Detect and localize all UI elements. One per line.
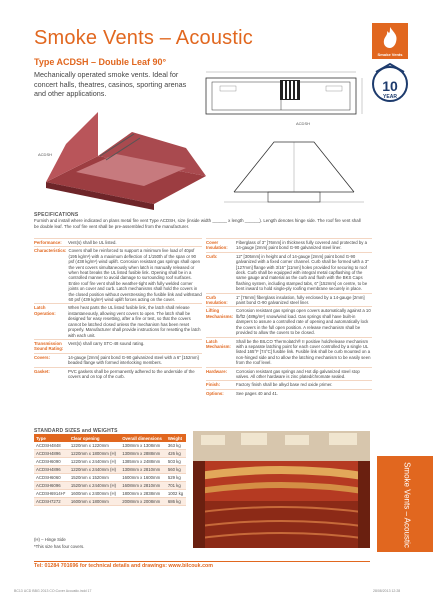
spec-value: Corrosion resistant gas springs and Hot dip galvanized steel stop valves. All other hardware is zinc plated/chromate sealed. [236,368,360,379]
spec-label: Lifting Mechanisms: [206,308,234,319]
intro-text: Mechanically operated smoke vents. Ideal for concert halls, theatres, casinos, sporting arenas and other applications. [34,70,187,99]
spec-row [206,337,372,367]
table-cell: 1800mm x 2838mm [120,490,166,498]
spec-value: Vent(s) shall carry STC-48 sound rating. [68,340,145,346]
table-cell: 560 kg [166,466,186,474]
spec-row [34,339,202,353]
spec-label: Curb Insulation: [206,294,228,306]
spec-value: Corrosion resistant gas springs open covers automatically against a 10 lb/ft2 (489g/m²) snow/wind load. Gas springs shall have built-in dampers to assure a controlled rate of opening and automatically lock the covers in the full open position. A release mechanism shall be provided to allow the covers to be closed. [236,308,371,336]
sizes-heading: STANDARD SIZES and WEIGHTS [34,428,118,434]
spec-row [206,367,372,381]
footer-contact: Tel: 01284 701696 for technical details and drawings: www.bilcouk.com [34,563,213,569]
spec-value: Covers shall be reinforced to support a minimum live load of 40psf (195 kg/m²) with a maximum deflection of 1/150th of the span or 90 psf (438 kg/m²) wind uplift. Corrosion resistant gas springs shall open the vent covers simultaneously when latch is manually released or when heat breaks the UL listed fusible link. Opening shall be in a controlled manner to avoid damage to surrounding roof surfaces. Entire roof fire vent shall be weather-tight with fully welded corner joints on cover and curb. Latch mechanisms shall hold the covers in the closed position without overstressing the fusible link and withstand 60 psf (439 kg/m²) wind uplift forces acting on the cover. [68,248,202,303]
spec-row [206,252,372,293]
spec-label: Latch Mechanism: [206,338,231,349]
specifications-note: Furnish and install where indicated on plans metal fire vent Type ACDSH, size (inside width ______ x length ______). Length denotes hinge side. The roof fire vent shall be double leaf. The roof fire vent shall be pre-assembled from the manufacturer. [34,218,361,229]
spec-column-right [206,238,372,397]
table-row [34,490,186,498]
table-cell: 1308mm x 2810mm [120,466,166,474]
spec-row [206,306,372,336]
spec-column-left [34,238,202,380]
spec-label: Hardware: [206,368,228,374]
section-drawing [214,128,374,208]
table-cell: 2008mm x 2008mm [120,498,166,506]
table-row [34,450,186,458]
spec-label: Options: [206,390,224,396]
table-cell: 1220mm x 2440mm (H) [69,466,120,474]
spec-row [34,238,202,246]
spec-label: Curb: [206,253,218,259]
spec-row [34,353,202,367]
spec-value: When heat parts the UL listed fusible link, the latch shall release instantaneously, allowing vent covers to open. The latch shall be designed for easy resetting, after a fire or test, so that the covers cannot be latched closed unless the mechanism has been reset properly. Manufacturer shall provide instructions for resetting the latch with each unit. [68,305,201,338]
table-cell: 1220mm x 2440mm (H) [69,458,120,466]
spec-row [206,238,372,252]
table-cell: 363 kg [166,442,186,450]
spec-label: Characteristics: [34,248,67,254]
table-cell: 1002 kg [166,490,186,498]
section-side-label: Smoke Vents – Acoustic [402,462,412,548]
spec-value: See pages 40 and 41. [236,390,279,396]
spec-row [206,389,372,397]
table-row [34,458,186,466]
table-row [34,498,186,506]
table-cell: 1385mm x 2488mm [120,458,166,466]
print-date: 28/08/2013 12:28 [373,589,401,593]
spec-row [34,367,202,381]
size-notes [34,537,84,550]
plan-label: ACDSH [296,121,311,126]
spec-row [206,293,372,307]
spec-label: Latch Operation: [34,305,56,316]
table-cell: ACDSH6096 [34,482,69,490]
spec-value: Shall be the BILCO Thermolatch® II positive hold/release mechanism with a separate latching point for each cover controlled by a single UL listed 165°F [74°C] fusible link. Fusible link shall be curb mounted on a non-hinged side and to allow the latching mechanism to be easily seen from the roof level. [236,338,371,366]
table-cell: 1600mm x 1600mm [120,474,166,482]
spec-value: Fiberglass of 3" [76mm] in thickness fully covered and protected by a 14-gauge [2mm] paint bond G-90 galvanized steel liner. [236,240,367,251]
sizes-table [34,434,186,506]
note-four-covers: *This size has four covers. [34,543,85,549]
table-cell: 426 kg [166,450,186,458]
print-info: BC13 UCD BBG 2013 CO:Cover Acoustic.indd 17 [14,589,92,593]
table-cell: ACDSH6090 [34,458,69,466]
spec-value: PVC gaskets shall be permanently adhered to the underside of the covers and on top of the curb. [68,368,195,379]
table-cell: 1520mm x 1520mm [69,474,120,482]
table-cell: 1220mm x 1220mm [69,442,120,450]
table-cell: 1308mm x 1308mm [120,442,166,450]
column-header: Type [34,434,69,442]
table-cell: 503 kg [166,458,186,466]
table-cell: 1520mm x 2440mm (H) [69,482,120,490]
specifications-heading: SPECIFICATIONS [34,212,79,218]
product-illustration [36,104,216,210]
spec-value: Vent(s) shall be UL listed. [68,240,117,245]
spec-label: Finish: [206,382,221,388]
table-cell: 1220mm x 1800mm (H) [69,450,120,458]
theatre-photo [193,431,370,548]
table-cell: ACDSH4896 [34,450,69,458]
column-header: Clear opening [69,434,120,442]
spec-value: 1" [76mm] fiberglass insulation, fully enclosed by a 14-gauge [2mm] paint bond G-90 galvanized steel liner. [236,294,365,306]
logo-text: Smoke Vents [377,52,403,57]
spec-label: Performance: [34,240,62,245]
table-cell: ACDSH6060 [34,474,69,482]
flame-icon [372,23,408,53]
table-cell: ACDSH4848 [34,442,69,450]
qr-code [280,80,300,100]
table-row [34,466,186,474]
table-cell: 686 kg [166,498,186,506]
table-cell: ACDSH4896 [34,466,69,474]
badge-number: 10 [382,78,398,94]
table-cell: ACDSH6914H* [34,490,69,498]
warranty-badge [372,60,408,110]
spec-row [34,246,202,303]
table-row [34,474,186,482]
page-title: Smoke Vents – Acoustic [34,27,253,49]
column-header: Overall dimensions [120,434,166,442]
spec-label: Covers: [34,354,51,360]
spec-row [34,303,202,338]
page-subtitle: Type ACDSH – Double Leaf 90° [34,57,167,67]
column-header: Weight [166,434,186,442]
table-cell: 529 kg [166,474,186,482]
table-cell: ACDSH7272 [34,498,69,506]
footer-divider [34,561,370,562]
badge-word: YEAR [383,94,397,100]
note-hinge-side: (H) – Hinge Side [34,537,66,542]
product-label: ACDSH [38,152,53,157]
spec-label: Transmission Sound Rating: [34,340,64,352]
spec-label: Cover Insulation: [206,240,228,251]
table-row [34,482,186,490]
spec-value: 12" [305mm] in height and of 14-gauge [2mm] paint bond G-90 galvanized with a fixed corner channel. Curb shall be formed with a 3" [127mm] flange with 3/16" [11mm] holes provided for securing to roof deck. Curb shall be equipped with integral metal capflashing of the same gauge and material as the curb and flush with the BKS Caps flashing system, including stamped tabs, 6" [152mm] on centre, to be bent inward to hold single-ply roofing membrane securely in place. [236,253,369,292]
brand-logo [372,23,408,59]
spec-value: Factory finish shall be alkyd base red oxide primer. [236,382,333,388]
table-cell: 1608mm x 2810mm [120,482,166,490]
spec-value: 14-gauge [2mm] paint bond G-90 galvanized steel with a 6" [152mm] beaded flange with formed interlocking members. [68,354,199,366]
table-row [34,442,186,450]
table-cell: 1600mm x 1800mm [69,498,120,506]
table-header-row [34,434,186,442]
table-cell: 1308mm x 2888mm [120,450,166,458]
spec-label: Gasket: [34,368,50,374]
table-cell: 1600mm x 2400mm (H) [69,490,120,498]
spec-row [206,380,372,388]
table-cell: 701 kg [166,482,186,490]
